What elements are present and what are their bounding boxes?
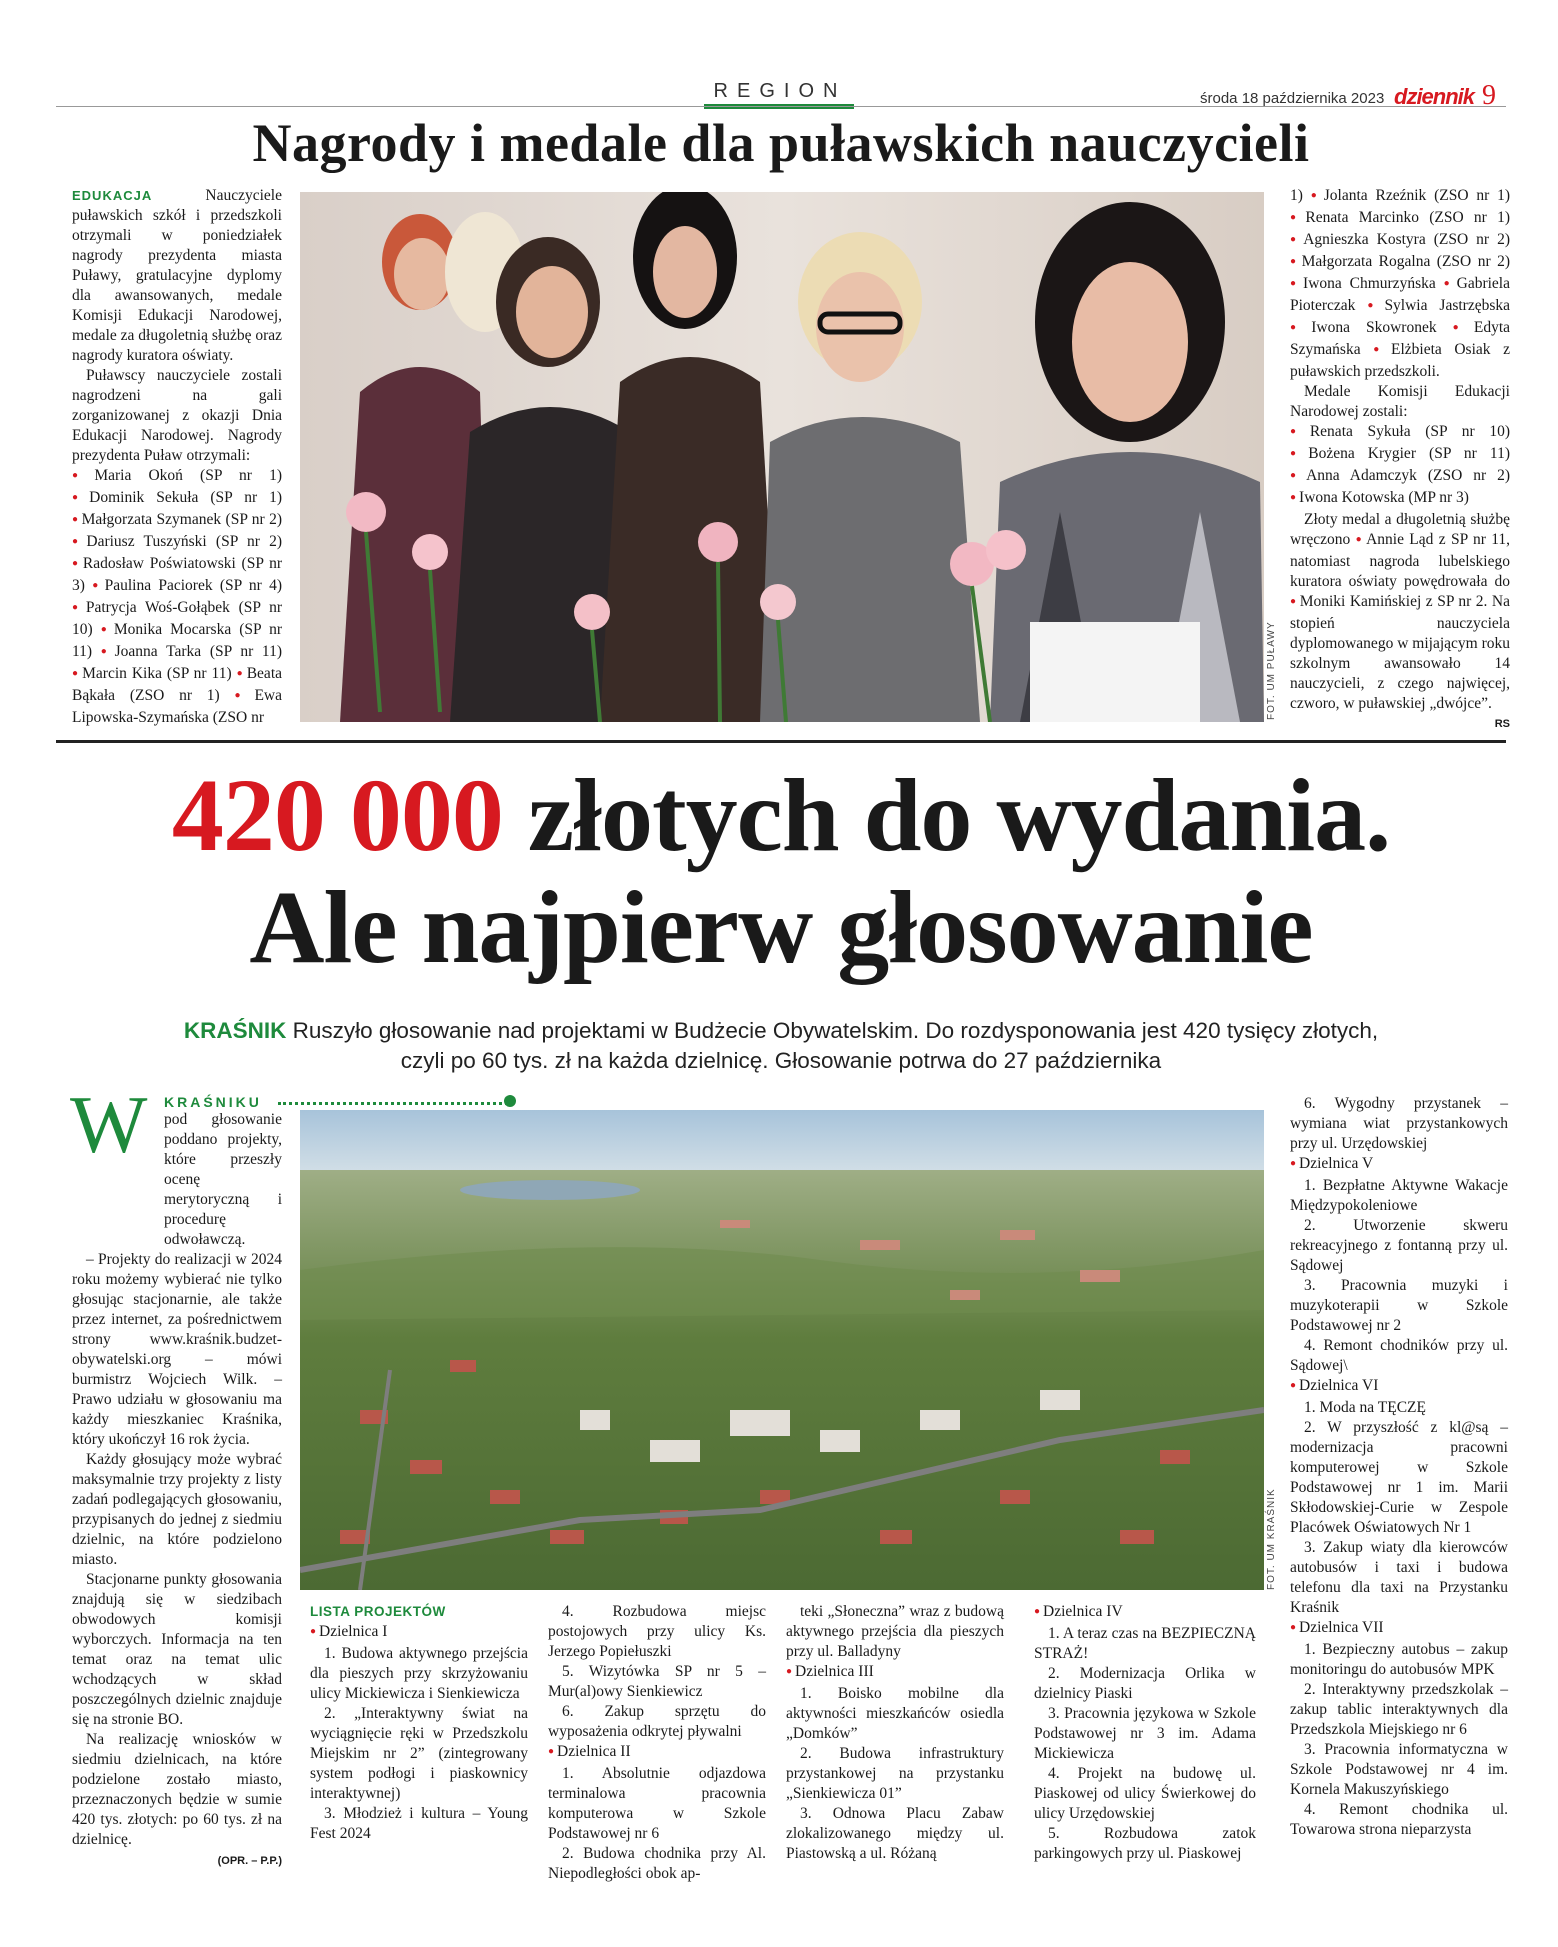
article1-closing	[1290, 510, 1511, 730]
list-item	[1290, 1336, 1508, 1376]
article1-left-column	[72, 186, 282, 728]
body-p4: Stacjonarne punkty głosowania znajdują się w siedzibach obwodowych komisji wyborczych. Informacja na ten temat oraz na temat ulic wchodzących w skład poszczególnych dzielnic znajduje się na stronie BO.	[72, 1571, 282, 1728]
list-item	[1034, 1764, 1256, 1824]
list-item-text: 2. Budowa chodnika przy Al. Niepodległości obok ap-	[548, 1845, 766, 1882]
bullet-icon	[310, 1623, 319, 1640]
list-item: Elżbieta Osiak z puławskich przedszkoli.	[1290, 341, 1510, 380]
bullet-icon	[1290, 445, 1308, 462]
kem-intro: Medale Komisji Edukacji Narodowej zostali:	[1290, 383, 1510, 420]
list-item: Sylwia Jastrzębska	[1384, 297, 1510, 314]
list-item	[548, 1844, 766, 1884]
bullet-icon	[1290, 489, 1299, 506]
project-list-label: LISTA PROJEKTÓW	[310, 1604, 446, 1619]
bullet-icon	[72, 489, 89, 506]
list-item: 1)	[1290, 187, 1303, 204]
article1-right-column	[1290, 186, 1510, 734]
lead-line1-text: Ruszyło głosowanie nad projektami w Budżecie Obywatelskim. Do rozdysponowania jest 420 tysięcy złotych,	[292, 1018, 1379, 1043]
list-item-text: teki „Słoneczna” wraz z budową aktywnego przejścia dla pieszych przy ul. Balladyny	[786, 1603, 1004, 1660]
list-item: Beata Bąkała (ZSO nr 1)	[72, 665, 283, 704]
list-item-text: Dzielnica II	[557, 1743, 631, 1760]
body-p5: Na realizację wniosków w siedmiu dzielnicach, na które podzielone zostało miasto, przeznaczonych będzie w sumie 420 tys. złotych: po 60 tys. zł na dzielnicę.	[72, 1731, 282, 1848]
article1-p2: Puławscy nauczyciele zostali nagrodzeni na gali zorganizowanej z okazji Dnia Edukacji Narodowej. Nagrody prezydenta Puław otrzymali:	[72, 367, 282, 464]
list-item	[1290, 1276, 1508, 1336]
list-item-text: 3. Pracownia językowa w Szkole Podstawowej nr 3 im. Adama Mickiewicza	[1034, 1705, 1256, 1762]
list-item: Iwona Skowronek	[1311, 319, 1437, 336]
list-item	[548, 1702, 766, 1742]
closing-a: Złoty medal a długoletnią służbę wręczono	[1290, 511, 1510, 548]
project-list-col2	[548, 1602, 766, 1884]
list-item-text: 6. Wygodny przystanek – wymiana wiat przystankowych przy ul. Urzędowskiej	[1290, 1095, 1508, 1152]
bullet-icon	[1290, 423, 1310, 440]
district-heading	[310, 1622, 528, 1644]
list-item-text: 1. Bezpieczny autobus – zakup monitoringu do autobusów MPK	[1290, 1641, 1508, 1678]
district-heading	[548, 1742, 766, 1764]
list-item	[1034, 1664, 1256, 1704]
list-item	[1290, 1216, 1508, 1276]
bullet-icon	[72, 555, 83, 572]
list-item-text: 3. Pracownia informatyczna w Szkole Podstawowej nr 4 im. Kornela Makuszyńskiego	[1290, 1741, 1508, 1798]
article2-body-column	[72, 1112, 282, 1871]
list-item	[1290, 1538, 1508, 1618]
list-item-text: 1. Boisko mobilne dla aktywności mieszkańców osiedla „Domków”	[786, 1685, 1004, 1742]
list-item: Gabriela Pioterczak	[1290, 275, 1510, 314]
list-item: Patrycja Woś-Gołąbek (SP nr 10)	[72, 599, 282, 638]
list-item: Dominik Sekuła (SP nr 1)	[89, 489, 282, 506]
bullet-icon	[786, 1663, 795, 1680]
headline-line1	[56, 760, 1506, 872]
list-item: Joanna Tarka (SP nr 11)	[114, 643, 283, 660]
article2-signature: (OPR. – P.P.)	[217, 1855, 282, 1867]
bullet-icon	[548, 1743, 557, 1760]
bullet-icon	[1290, 1619, 1299, 1636]
bullet-icon	[1290, 275, 1303, 292]
list-item	[1034, 1704, 1256, 1764]
district-heading	[1290, 1618, 1508, 1640]
list-item-text: 6. Zakup sprzętu do wyposażenia odkrytej pływalni	[548, 1703, 766, 1740]
list-item: Małgorzata Rogalna (ZSO nr 2)	[1301, 253, 1510, 270]
article2-lead	[56, 1016, 1506, 1076]
headline-amount: 420 000	[171, 758, 503, 873]
list-item: Radosław Poświatowski (SP nr 3)	[72, 555, 282, 594]
bullet-icon	[72, 665, 82, 682]
list-item	[1290, 1740, 1508, 1800]
list-item: Dariusz Tuszyński (SP nr 2)	[86, 533, 282, 550]
bullet-icon	[1367, 297, 1384, 314]
bullet-icon	[72, 533, 86, 550]
awardees-list-right	[1290, 186, 1510, 382]
list-item: Maria Okoń (SP nr 1)	[94, 467, 282, 484]
bullet-icon	[72, 467, 94, 484]
list-item-text: 3. Pracownia muzyki i muzykoterapii w Szkole Podstawowej nr 2	[1290, 1277, 1508, 1334]
list-item-text: 1. Budowa aktywnego przejścia dla pieszych przy skrzyżowaniu ulicy Mickiewicza i Sienkiewicza	[310, 1645, 528, 1702]
list-item-text: 3. Odnowa Placu Zabaw zlokalizowanego między ul. Piastowską a ul. Różaną	[786, 1805, 1004, 1862]
list-item-text: 4. Rozbudowa miejsc postojowych przy ulicy Ks. Jerzego Popiełuszki	[548, 1603, 766, 1660]
bullet-icon	[1453, 319, 1474, 336]
list-item: Ewa Lipowska-Szymańska (ZSO nr	[72, 687, 282, 726]
bullet-icon	[1444, 275, 1457, 292]
list-item-text: Dzielnica I	[319, 1623, 388, 1640]
list-item-text: 1. A teraz czas na BEZPIECZNĄ STRAŻ!	[1034, 1625, 1256, 1662]
list-item	[1290, 1640, 1508, 1680]
list-item	[1290, 1680, 1508, 1740]
list-item	[1034, 1624, 1256, 1664]
body-p1: pod głosowanie poddano projekty, które przeszły ocenę merytoryczną i procedurę odwoławczą.	[164, 1111, 282, 1248]
dropcap-label: KRAŚNIKU	[164, 1094, 262, 1110]
list-item: Marcin Kika (SP nr 11)	[82, 665, 232, 682]
list-item	[548, 1662, 766, 1702]
list-item-text: 5. Wizytówka SP nr 5 – Mur(al)owy Sienkiewicz	[548, 1663, 766, 1700]
list-item	[786, 1804, 1004, 1864]
lead-line1	[56, 1016, 1506, 1046]
district-heading	[1290, 1154, 1508, 1176]
list-item-text: 5. Rozbudowa zatok parkingowych przy ul. Piaskowej	[1034, 1825, 1256, 1862]
bullet-icon	[1290, 209, 1305, 226]
list-item-text: 1. Absolutnie odjazdowa terminalowa pracownia komputerowa w Szkole Podstawowej nr 6	[548, 1765, 766, 1842]
bullet-icon	[72, 511, 82, 528]
list-item-text: Dzielnica VII	[1299, 1619, 1384, 1636]
bullet-icon	[101, 621, 114, 638]
list-item-text: 4. Projekt na budowę ul. Piaskowej od ulicy Świerkowej do ulicy Urzędowskiej	[1034, 1765, 1256, 1822]
list-item-text: 2. Budowa infrastruktury przystankowej na przystanku „Sienkiewicza 01”	[786, 1745, 1004, 1802]
list-item	[1034, 1824, 1256, 1864]
bullet-icon	[92, 577, 104, 594]
body-p3: Każdy głosujący może wybrać maksymalnie trzy projekty z listy zadań podlegających głosowaniu, przypisanych do jednej z siedmiu dzielnic, na które podzielono miasto.	[72, 1451, 282, 1568]
list-item	[1290, 1800, 1508, 1840]
project-list-col3	[786, 1602, 1004, 1864]
bullet-icon	[101, 643, 115, 660]
dropcap: W	[70, 1079, 148, 1170]
issue-date: środa 18 października 2023	[1200, 90, 1385, 107]
bullet-icon	[1290, 231, 1303, 248]
list-item	[310, 1704, 528, 1804]
list-item: Edyta Szymańska	[1290, 319, 1511, 358]
teachers-ceremony-photo	[300, 192, 1264, 722]
list-item: Bożena Krygier (SP nr 11)	[1308, 445, 1510, 462]
list-item	[548, 1764, 766, 1844]
dotted-leader	[278, 1102, 508, 1105]
article2-headline	[56, 760, 1506, 984]
article1-intro: Nauczyciele puławskich szkół i przedszkoli otrzymali w poniedziałek nagrody prezydenta miasta Puławy, gratulacyjne dyplomy dla awansowanych, medale Komisji Edukacji Narodowej, medale za długoletnią służbę oraz nagrody kuratora oświaty.	[72, 187, 283, 364]
closing-c: Moniki Kamińskiej z SP nr 2. Na stopień nauczyciela dyplomowanego w mijającym roku szkolnym awansowało 14 nauczycieli, z czego najwięcej, czworo, w puławskiej „dwójce”.	[1290, 593, 1511, 712]
list-item	[1290, 1418, 1508, 1538]
article1-signature: RS	[1494, 718, 1510, 730]
newspaper-logo: dziennik	[1394, 84, 1475, 109]
list-item: Małgorzata Szymanek (SP nr 2)	[81, 511, 282, 528]
list-item-text: 2. W przyszłość z kl@są – modernizacja pracowni komputerowej w Szkole Podstawowej nr 1 im. Marii Skłodowskiej-Curie w Zespole Placówek Oświatowych Nr 1	[1290, 1419, 1508, 1536]
list-item-text: Dzielnica VI	[1299, 1377, 1379, 1394]
article2-photo-credit: FOT. UM KRAŚNIK	[1266, 1488, 1277, 1590]
list-item-text: 1. Bezpłatne Aktywne Wakacje Międzypokoleniowe	[1290, 1177, 1508, 1214]
article1-photo-credit: FOT. UM PUŁAWY	[1266, 621, 1277, 720]
edukacja-label: EDUKACJA	[72, 188, 153, 203]
awardees-list-left	[72, 466, 282, 728]
list-item-text: 2. „Interaktywny świat na wyciągnięcie ręki w Przedszkolu Miejskim nr 2” (zintegrowany system podłogi i piaskownicy interaktywnej)	[310, 1705, 528, 1802]
district-heading	[1290, 1376, 1508, 1398]
bullet-icon	[1290, 253, 1302, 270]
headline-rest: złotych do wydania.	[527, 758, 1391, 873]
list-item-text: 3. Młodzież i kultura – Young Fest 2024	[310, 1805, 528, 1842]
list-item-text: 3. Zakup wiaty dla kierowców autobusów i taxi i budowa telefonu dla taxi na Przystanku Kraśnik	[1290, 1539, 1508, 1616]
list-item	[786, 1744, 1004, 1804]
bullet-icon	[1290, 319, 1311, 336]
list-item	[1290, 1094, 1508, 1154]
krasnik-aerial-photo	[300, 1110, 1264, 1590]
list-item	[786, 1684, 1004, 1744]
list-item: Iwona Kotowska (MP nr 3)	[1299, 489, 1469, 506]
list-item-text: Dzielnica V	[1299, 1155, 1374, 1172]
list-item-text: 1. Moda na TĘCZĘ	[1304, 1399, 1426, 1416]
list-item: Paulina Paciorek (SP nr 4)	[104, 577, 283, 594]
list-item-text: 2. Modernizacja Orlika w dzielnicy Piaski	[1034, 1665, 1256, 1702]
list-item-text: 2. Utworzenie skweru rekreacyjnego z fontanną przy ul. Sądowej	[1290, 1217, 1508, 1274]
list-item-text: Dzielnica IV	[1043, 1603, 1123, 1620]
section-label: REGION	[713, 80, 847, 102]
district-heading	[1034, 1602, 1256, 1624]
list-item-text: Dzielnica III	[795, 1663, 874, 1680]
project-list-col4	[1034, 1602, 1256, 1864]
list-item	[310, 1804, 528, 1844]
bullet-icon	[1290, 467, 1306, 484]
article-divider	[56, 740, 1506, 743]
bullet-icon	[234, 687, 254, 704]
article1-title: Nagrody i medale dla puławskich nauczycieli	[252, 113, 1310, 173]
list-item-text: 2. Interaktywny przedszkolak – zakup tablic interaktywnych dla Przedszkola Miejskiego nr 6	[1290, 1681, 1508, 1738]
list-item	[548, 1602, 766, 1662]
list-item: Renata Marcinko (ZSO nr 1)	[1305, 209, 1510, 226]
bullet-icon	[1034, 1603, 1043, 1620]
list-item-text: 4. Remont chodnika ul. Towarowa strona nieparzysta	[1290, 1801, 1508, 1838]
bullet-icon	[1311, 187, 1324, 204]
list-item	[786, 1602, 1004, 1662]
leader-dot	[504, 1095, 516, 1107]
headline-line2: Ale najpierw głosowanie	[249, 870, 1313, 985]
list-item: Anna Adamczyk (ZSO nr 2)	[1306, 467, 1510, 484]
page-number: 9	[1482, 80, 1496, 111]
list-item: Agnieszka Kostyra (ZSO nr 2)	[1303, 231, 1510, 248]
list-item: Jolanta Rzeźnik (ZSO nr 1)	[1323, 187, 1510, 204]
project-list-col1	[310, 1622, 528, 1844]
bullet-icon	[72, 599, 86, 616]
project-list-right-col	[1290, 1094, 1508, 1840]
bullet-icon	[1290, 1377, 1299, 1394]
list-item: Monika Mocarska (SP nr 11)	[72, 621, 282, 660]
list-item-text: 4. Remont chodników przy ul. Sądowej\	[1290, 1337, 1508, 1374]
bullet-icon	[1373, 341, 1391, 358]
district-heading	[786, 1662, 1004, 1684]
bullet-icon	[1290, 1155, 1299, 1172]
list-item: Iwona Chmurzyńska	[1303, 275, 1436, 292]
list-item: Renata Sykuła (SP nr 10)	[1309, 423, 1510, 440]
list-item	[1290, 1398, 1508, 1418]
lead-line2: czyli po 60 tys. zł na każda dzielnicę. Głosowanie potrwa do 27 października	[400, 1048, 1162, 1073]
bullet-icon	[237, 665, 247, 682]
kem-medal-list	[1290, 422, 1510, 510]
list-item	[310, 1644, 528, 1704]
body-p2: – Projekty do realizacji w 2024 roku możemy wybierać nie tylko głosując stacjonarnie, ale także przez internet, za pośrednictwem strony www.kraśnik.budzet-obywatelski.org – mówi burmistrz Wojciech Wilk. – Prawo udziału w głosowaniu ma każdy mieszkaniec Kraśnika, który ukończył 16 rok życia.	[72, 1251, 282, 1448]
lead-label: KRAŚNIK	[183, 1018, 287, 1043]
closing-b: Annie Ląd z SP nr 11, natomiast nagroda lubelskiego kuratora oświaty powędrowała do	[1290, 531, 1511, 590]
list-item	[1290, 1176, 1508, 1216]
